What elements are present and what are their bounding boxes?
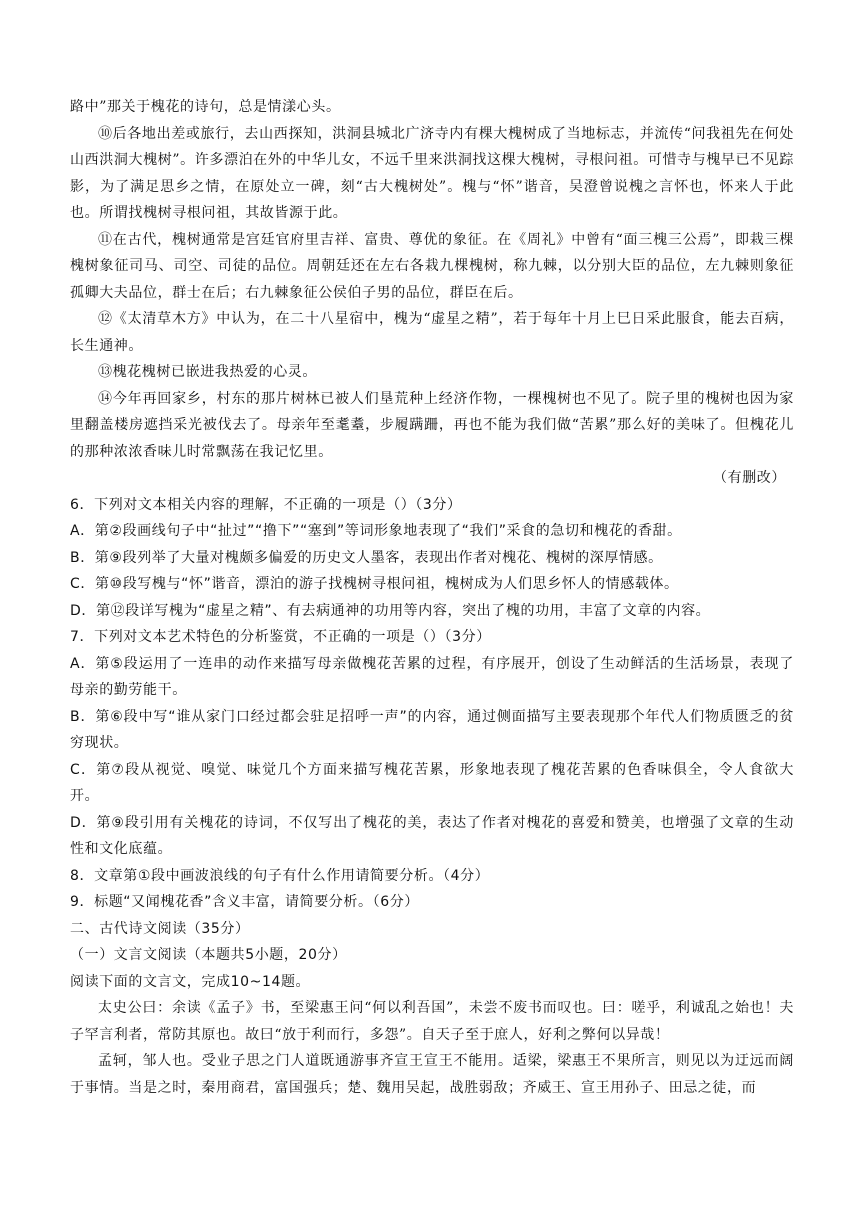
question-6-option-b: B．第⑨段列举了大量对槐颇多偏爱的历史文人墨客，表现出作者对槐花、槐树的深厚情感。 (70, 549, 663, 566)
question-7-option-d: D．第⑨段引用有关槐花的诗词，不仅写出了槐花的美，表达了作者对槐花的喜爱和赞美，也增强了文章的生动性和文化底蕴。 (70, 814, 794, 857)
question-7-option-c: C．第⑦段从视觉、嗅觉、味觉几个方面来描写槐花苦累，形象地表现了槐花苦累的色香味俱全，令人食欲大开。 (70, 761, 794, 804)
question-7 (70, 624, 794, 863)
question-6-option-a: A．第②段画线句子中“扯过”“撸下”“塞到”等词形象地表现了“我们”采食的急切和槐花的香甜。 (70, 523, 682, 539)
section-2-instruction: 阅读下面的文言文，完成10~14题。 (70, 973, 311, 990)
passage-paragraph-13: ⑬槐花槐树已嵌进我热爱的心灵。 (98, 364, 317, 380)
section-2-heading: 二、古代诗文阅读（35分） (70, 920, 250, 937)
document-page (70, 94, 794, 1101)
question-9: 9．标题“又闻槐花香”含义丰富，请简要分析。（6分） (70, 894, 419, 910)
passage-paragraph-14: ⑭今年再回家乡，村东的那片树林已被人们垦荒种上经济作物，一棵槐树也不见了。院子里的槐树也因为家里翻盖楼房遮挡采光被伐去了。母亲年至耄耋，步履蹒跚，再也不能为我们做“苦累”那么好的美味了。但槐花儿的那种浓浓香味儿时常飘荡在我记忆里。 (70, 390, 794, 460)
passage-continuation: 路中”那关于槐花的诗句，总是情漾心头。 (70, 99, 341, 115)
question-7-stem: 7．下列对文本艺术特色的分析鉴赏，不正确的一项是（）（3分） (70, 629, 491, 645)
section-2-subheading: （一）文言文阅读（本题共5小题，20分） (70, 947, 347, 963)
question-7-option-a: A．第⑤段运用了一连串的动作来描写母亲做槐花苦累的过程，有序展开，创设了生动鲜活的生活场景，表现了母亲的勤劳能干。 (70, 655, 794, 698)
question-6-option-c: C．第⑩段写槐与“怀”谐音，漂泊的游子找槐树寻根问祖，槐树成为人们思乡怀人的情感载体。 (70, 576, 679, 592)
classical-text-paragraph-2: 孟轲，邹人也。受业子思之门人道既通游事齐宣王宣王不能用。适梁，梁惠王不果所言，则见以为迂远而阔于事情。当是之时，秦用商君，富国强兵；楚、魏用吴起，战胜弱敌；齐威王、宣王用孙子、田忌之徒，而 (70, 1053, 794, 1096)
passage-paragraph-11: ⑪在古代，槐树通常是宫廷官府里吉祥、富贵、尊优的象征。在《周礼》中曾有“面三槐三公焉”，即栽三棵槐树象征司马、司空、司徒的品位。周朝廷还在左右各栽九棵槐树，称九棘，以分别大臣的品位，左九棘则象征孤卿大夫品位，群士在后；右九棘象征公侯伯子男的品位，群臣在后。 (70, 231, 794, 301)
revision-note: （有删改） (713, 470, 786, 486)
question-6-stem: 6．下列对文本相关内容的理解，不正确的一项是（）（3分） (70, 496, 462, 513)
question-7-option-b: B．第⑥段中写“谁从家门口经过都会驻足招呼一声”的内容，通过侧面描写主要表现那个年代人们物质匮乏的贫穷现状。 (70, 708, 794, 751)
question-6 (70, 492, 794, 625)
classical-text-paragraph-1: 太史公曰：余读《孟子》书，至梁惠王问“何以利吾国”，未尝不废书而叹也。曰：嗟乎，利诚乱之始也！夫子罕言利者，常防其原也。故曰“放于利而行，多怨”。自天子至于庶人，好利之弊何以异哉！ (70, 1000, 794, 1043)
question-8: 8．文章第①段中画波浪线的句子有什么作用请简要分析。（4分） (70, 867, 490, 884)
passage-paragraph-12: ⑫《太清草木方》中认为，在二十八星宿中，槐为“虚星之精”，若于每年十月上巳日采此服食，能去百病，长生通神。 (70, 311, 794, 354)
question-6-option-d: D．第⑫段详写槐为“虚星之精”、有去病通神的功用等内容，突出了槐的功用，丰富了文章的内容。 (70, 602, 711, 619)
passage-paragraph-10: ⑩后各地出差或旅行，去山西探知，洪洞县城北广济寺内有棵大槐树成了当地标志，并流传“问我祖先在何处山西洪洞大槐树”。许多漂泊在外的中华儿女，不远千里来洪洞找这棵大槐树，寻根问祖。可惜寺与槐早已不见踪影，为了满足思乡之情，在原处立一碑，刻“古大槐树处”。槐与“怀”谐音，吴澄曾说槐之言怀也，怀来人于此也。所谓找槐树寻根问祖，其故皆源于此。 (70, 125, 794, 221)
